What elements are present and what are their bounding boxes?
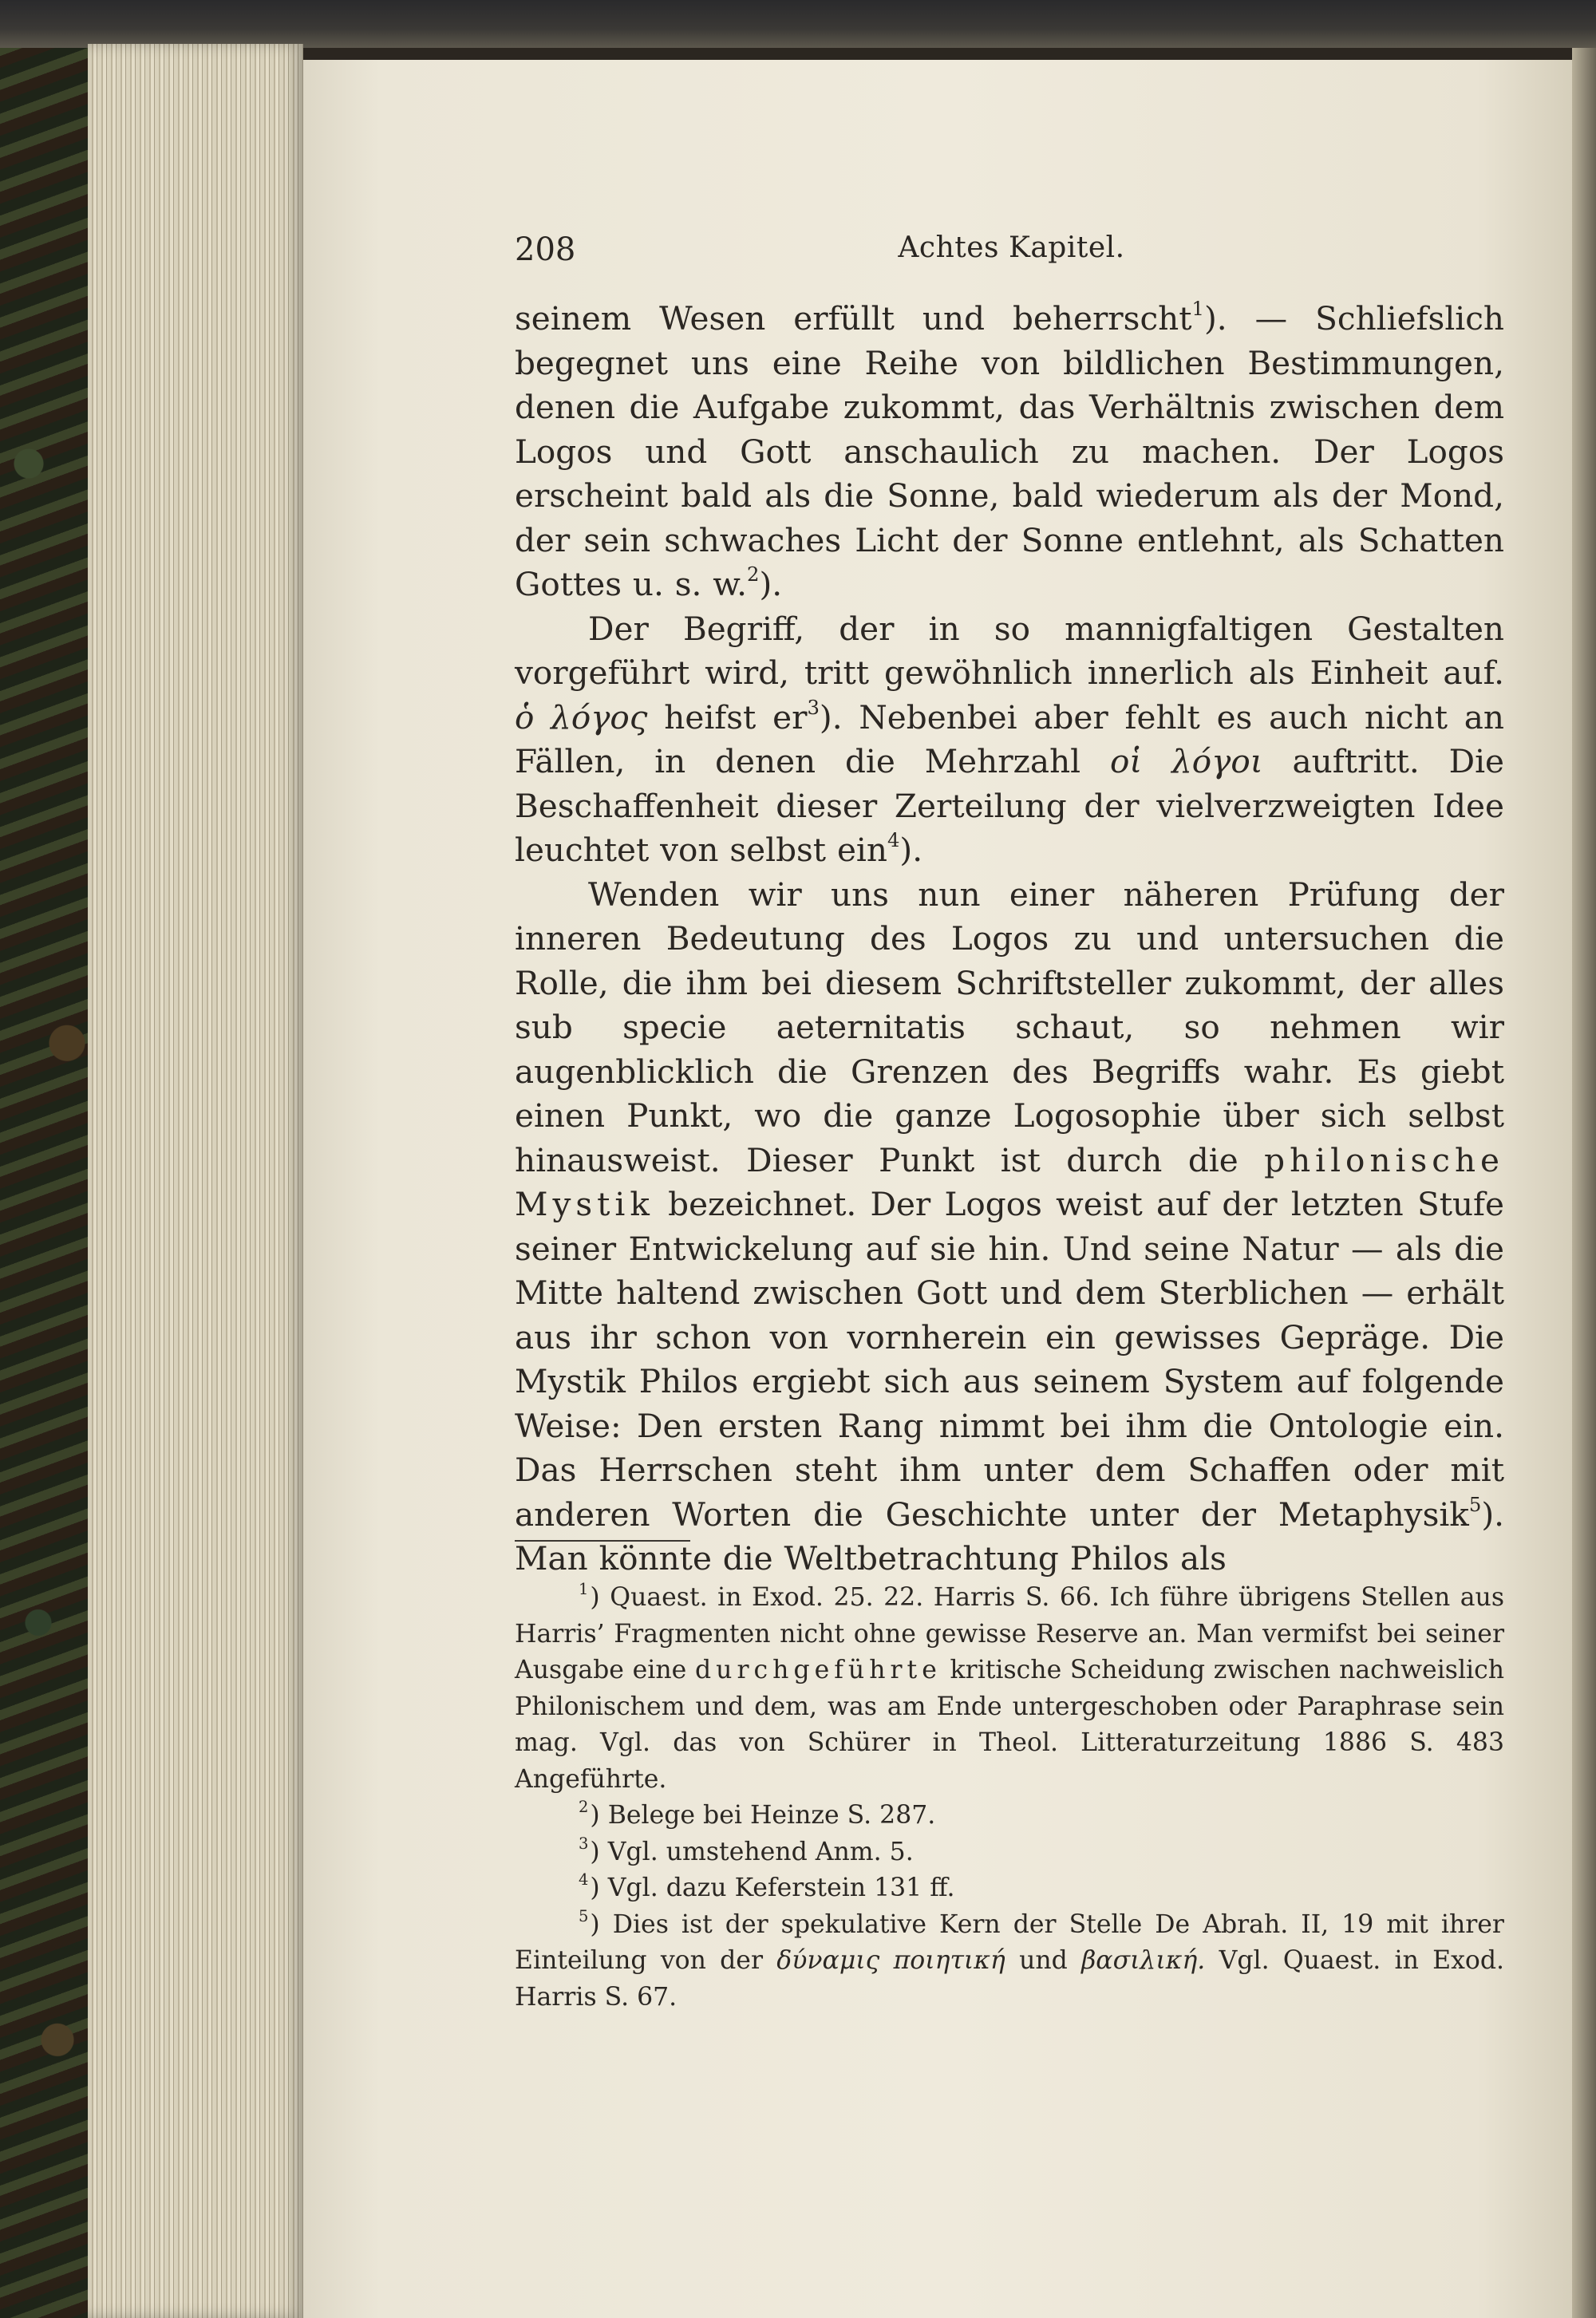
footnote-3: [515, 1834, 1504, 1871]
footnote-5: [515, 1907, 1504, 2016]
text-run: heifst er: [664, 697, 808, 736]
text-run: Wenden wir uns nun einer näheren Prüfung der inneren Bedeutung des Logos zu und untersuchen die Rolle, die ihm bei diesem Schriftsteller zukommt, der alles sub specie aeternitatis schaut, so nehmen wir augenblicklich die Grenzen des Begriffs wahr. Es giebt einen Punkt, wo die ganze Logosophie über sich selbst hinausweist. Dieser Punkt ist durch die: [515, 875, 1504, 1179]
footnote-mark: 3: [579, 1834, 589, 1853]
page-number: 208: [515, 231, 576, 268]
text-run: ).: [899, 831, 923, 869]
footnote-ref-1: 1: [1191, 296, 1204, 320]
main-text: [515, 297, 1504, 1582]
emphasized-term: durchgeführte: [695, 1656, 942, 1684]
text-run: ) Belege bei Heinze S. 287.: [590, 1801, 936, 1830]
book-top-edge: [0, 0, 1596, 48]
running-head: Achtes Kapitel.: [898, 231, 1125, 264]
footnote-divider: [515, 1540, 690, 1542]
text-run: ) Vgl. umstehend Anm. 5.: [590, 1837, 914, 1866]
greek-term: οἱ λόγοι: [1110, 742, 1263, 780]
text-run: und: [1019, 1946, 1068, 1975]
greek-term: δύναμις ποιητική: [776, 1946, 1005, 1975]
footnote-ref-3: 3: [807, 695, 820, 719]
text-run: seinem Wesen erfüllt und beherrscht: [515, 299, 1192, 338]
text-run: ). — Schliefslich begegnet uns eine Reihe von bildlichen Bestimmungen, denen die Aufgabe zukommt, das Verhältnis zwischen dem Logos und Gott anschaulich zu machen. Der Logos erscheint bald als die Sonne, bald wiederum als der Mond, der sein schwaches Licht der Sonne entlehnt, als Schatten Gottes u. s. w.: [515, 299, 1504, 603]
text-run: ). Man könnte die Weltbetrachtung Philos als: [515, 1495, 1504, 1578]
text-run: ) Dies ist der spekulative Kern der Stelle De Abrah. II, 19 mit ihrer Einteilung von der: [515, 1909, 1504, 1975]
text-run: bezeichnet. Der Logos weist auf der letzten Stufe seiner Entwickelung auf sie hin. Und seine Natur — als die Mitte haltend zwischen Gott und dem Sterblichen — erhält aus ihr schon von vornherein ein gewisses Gepräge. Die Mystik Philos ergiebt sich aus seinem System auf folgende Weise: Den ersten Rang nimmt bei ihm die Ontologie ein. Das Herrschen steht ihm unter dem Schaffen oder mit anderen Worten die Geschichte unter der Metaphysik: [515, 1185, 1505, 1534]
footnote-ref-2: 2: [747, 562, 760, 586]
footnote-mark: 5: [579, 1906, 589, 1925]
footnote-mark: 2: [579, 1798, 589, 1817]
footnote-ref-4: 4: [887, 827, 900, 851]
paragraph-1: [515, 297, 1504, 607]
greek-term: ὁ λόγος: [515, 697, 648, 736]
text-run: ). Nebenbei aber fehlt es auch nicht an Fällen, in denen die Mehrzahl: [515, 697, 1504, 780]
paragraph-3: [515, 873, 1504, 1582]
text-run: Vgl. Quaest. in Exod. Harris S. 67.: [515, 1946, 1505, 2012]
footnote-1: [515, 1580, 1504, 1798]
footnote-ref-5: 5: [1468, 1492, 1482, 1516]
footnotes: [515, 1580, 1504, 2016]
text-run: kritische Scheidung zwischen nachweislich Philonischem und dem, was am Ende untergeschoben oder Paraphrase sein mag. Vgl. das von Schürer in Theol. Litteraturzeitung 1886 S. 483 Angeführte.: [515, 1656, 1505, 1794]
text-run: ) Quaest. in Exod. 25. 22. Harris S. 66. Ich führe übrigens Stellen aus Harris’ Fragmenten nicht ohne gewisse Reserve an. Man vermifst bei seiner Ausgabe eine: [515, 1583, 1504, 1684]
text-run: ).: [759, 565, 783, 603]
text-run: Der Begriff, der in so mannigfaltigen Gestalten vorgeführt wird, tritt gewöhnlich innerlich als Einheit auf.: [515, 609, 1504, 692]
book-cover: [0, 0, 96, 2318]
footnote-4: [515, 1870, 1504, 1907]
page-edges: [88, 44, 303, 2318]
footnote-mark: 1: [579, 1580, 589, 1599]
footnote-2: [515, 1798, 1504, 1834]
text-run: ) Vgl. dazu Keferstein 131 ff.: [590, 1874, 955, 1902]
gutter-edge: [1572, 48, 1596, 2318]
paragraph-2: [515, 607, 1504, 873]
text-run: auftritt. Die Beschaffenheit dieser Zerteilung der vielverzweigten Idee leuchtet von selbst ein: [515, 742, 1505, 869]
emphasized-term: philonische Mystik: [515, 1140, 1504, 1223]
footnote-mark: 4: [579, 1870, 589, 1890]
greek-term: βασιλική.: [1081, 1946, 1206, 1975]
page-header: [515, 231, 1508, 279]
